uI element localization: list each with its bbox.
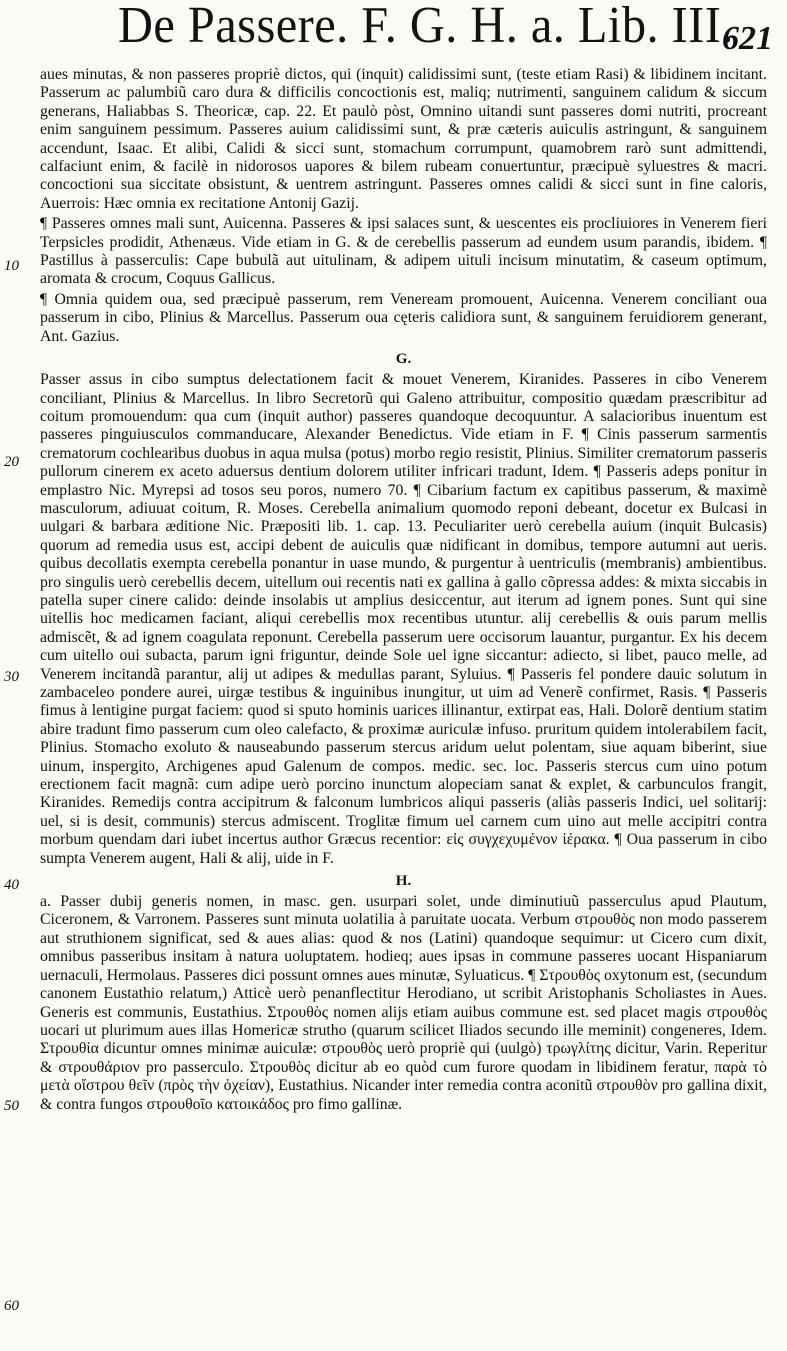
section-heading-g: G.: [395, 351, 412, 368]
running-title: De Passere. F. G. H. a. Lib. III.: [118, 0, 734, 54]
line-number: 10: [4, 258, 19, 274]
margin-line-numbers: [0, 0, 40, 1351]
body-text: [40, 66, 767, 1114]
paragraph-f-3: ¶ Omnia quidem oua, sed præcipuè passerum, rem Veneream promouent, Auicenna. Venerem conciliant oua passerum in cibo, Plinius & Marcellus. Passerum oua cęteris calidiora sunt, & sanguinem feruidiorem generant, Ant. Gazius.: [40, 290, 767, 345]
line-number: 20: [4, 454, 19, 470]
paragraph-h-1: a. Passer dubij generis nomen, in masc. gen. usurpari solet, unde diminutiuũ passerculus apud Plautum, Ciceronem, & Varronem. Passeres sunt minuta uolatilia à paruitate uocata. Verbum στρουθὸς non modo passerem aut struthionem significat, sed & aues alias: quod & nos (Latini) quandoque sequimur: ut Cicero cum dixit, omnibus passeribus insitam à natura uoluptatem. hodieq; aues ipsas in commune passeres uocant Hispaniarum uernaculi, Hermolaus. Passeres dici possunt omnes aues minutæ, Syluaticus. ¶ Στρουθὸς oxytonum est, (secundum canonem Eustathio relatum,) Atticè uerò penanflectitur Herodiano, ut scribit Aristophanis Scholiastes in Aues. Generis est communis, Eustathius. Στρουθὸς nomen alijs etiam auibus commune est. sed placet magis στρουθὸς uocari ut plurimum aues illas Homericæ strutho (quarum scilicet Iliados secundo ille meminit) congeneres, Idem. Στρουθία dicuntur omnes minimæ auiculæ: στρουθὸς uerò propriè qui (uulgò) τρωγλίτης dicitur, Varin. Reperitur & στρουθάριον pro passerculo. Στρουθὸς dicitur ab eo quòd cum furore quodam in libidinem feratur, παρὰ τὸ μετὰ οἴστρου θεῖν (πρὸς τὴν ὀχείαν), Eustathius. Nicander inter remedia contra aconitũ στρουθὸν pro gallina dixit, & contra fungos στρουθοῖο κατοικάδος pro fimo gallinæ.: [40, 893, 767, 1113]
line-number: 40: [4, 877, 19, 893]
paragraph-f-1: aues minutas, & non passeres propriè dictos, qui (inquit) calidissimi sunt, (teste etiam Rasi) & libidinem incitant. Passerum ac palumbiũ caro dura & difficilis concoctionis est, maliq; nutrimenti, sanguinem calidum & siccum generans, Haliabbas S. Theoricæ, cap. 22. Et paulò pòst, Omnino uitandi sunt passeres domi nutriti, procreant enim sanguinem pessimum. Passeres auium calidissimi sunt, & præ cæteris auiculis astringunt, & sanguinem accendunt, Isaac. Et alibi, Calidi & sicci sunt, stomachum corrumpunt, quamobrem rarò sunt admittendi, calfaciunt enim, & facilè in nidorosos uapores & bilem rubeam conuertuntur, præcipuè syluestres & macri. concoctioni sua siccitate obsistunt, & uentrem astringunt. Passeres omnes calidi & sicci sunt in fine caloris, Auerrois: Hæc omnia ex recitatione Antonij Gazij.: [40, 66, 767, 212]
page-number: 621: [722, 20, 773, 57]
paragraph-f-2: ¶ Passeres omnes mali sunt, Auicenna. Passeres & ipsi salaces sunt, & uescentes eis procliuiores in Venerem fieri Terpsicles prodidit, Athenæus. Vide etiam in G. & de cerebellis passerum ad eundem usum parandis, ibidem. ¶ Pastillus à passerculis: Cape bubulã aut uitulinam, & adipem uituli incisum minutatim, & caseum optimum, aromata & crocum, Coquus Gallicus.: [40, 215, 767, 288]
line-number: 30: [4, 669, 19, 685]
line-number: 50: [4, 1098, 19, 1114]
line-number: 60: [4, 1298, 19, 1314]
paragraph-g-1: Passer assus in cibo sumptus delectationem facit & mouet Venerem, Kiranides. Passeres in cibo Venerem conciliant, Plinius & Marcellus. In libro Secretorũ qui Galeno attribuitur, compositio quædam præscribitur ad coitum promouendum: qua cum (inquit author) passeres quandoque decoquuntur. A salacioribus inuentum est passeres pinguiusculos commanducare, Alexander Benedictus. Vide etiam in F. ¶ Cinis passerum sarmentis crematorum cochlearibus duobus in aqua mulsa (potus) morbo regio resistit, Plinius. Similiter crematorum passeris pullorum cinerem ex aceto aduersus dentium dolorem utiliter infricari tradunt, Idem. ¶ Passeris adeps ponitur in emplastro Nic. Myrepsi ad tosos seu poros, numero 70. ¶ Cibarium factum ex capitibus passerum, & maximè masculorum, adiuuat coitum, R. Moses. Cerebella animalium quomodo reponi debeant, docetur ex Bulcasi in uulgari & barbara æditione Nic. Præpositi lib. 1. cap. 13. Peculiariter uerò cerebella auium (inquit Bulcasis) quorum ad remedia usus est, accipi debent de auiculis quæ nidificant in domibus, tempore autumni aut ueris. quibus decollatis exempta cerebella ponantur in uase mundo, & purgentur à uentriculis (membranis) ambientibus. pro singulis uerò cerebellis decem, uitellum oui recentis nati ex gallina à gallo cõpressa addes: & mixta siccabis in patella super cinere calido: deinde insolabis ut amplius desiccentur, aut iterum ad ignem pones. Sunt qui sine uitellis hoc medicamen faciant, aliqui cerebellis mox recentibus utuntur. alij cerebellis & ouis parum mellis admiscẽt, & ad ignem coagulata reponunt. Cerebella passerum uere occisorum lauantur, purgantur. Ex his decem cum uitello oui subacta, parum igni friguntur, deinde Sole uel igne siccantur: adiecto, si libet, pauco melle, ad Venerem incitandã parantur, alij ut adipes & medullas parant, Syluius. ¶ Passeris fel pondere dauic solutum in zambaceleo pondere aurei, uirgæ testibus & inguinibus inungitur, ut uim ad Venerẽ confirmet, Rasis. ¶ Passeris fimus à lentigine purgat faciem: quod si sputo hominis uarices illinantur, extirpat eas, Hali. Dolorẽ dentium statim abire tradunt fimo passerum cum oleo calefacto, & proximæ auriculæ infuso. pruritum quidem intolerabilem facit, Plinius. Stomacho exoluto & nauseabundo passerum stercus aridum uelut polentam, siue aquam biberint, siue uinum, inspergito, Archigenes apud Galenum de compos. medic. sec. loc. Passeris stercus cum uino potum erectionem facit magnã: cum adipe uerò porcino inunctum alopeciam sanat & explet, & carbunculos frangit, Kiranides. Remedijs contra accipitrum & falconum lumbricos aliqui passeris (aliàs passeris Indici, uel solitarij: uel, si is desit, communis) stercus admiscent. Troglitæ fimum uel carnem cum uino aut melle accipitri contra morbum quendam dari iubet incertus author Græcus recentior: εἰς συγχεχυμένον ἱέρακα. ¶ Oua passerum in cibo sumpta Venerem augent, Hali & alij, uide in F.: [40, 371, 767, 867]
section-heading-h: H.: [395, 873, 412, 890]
